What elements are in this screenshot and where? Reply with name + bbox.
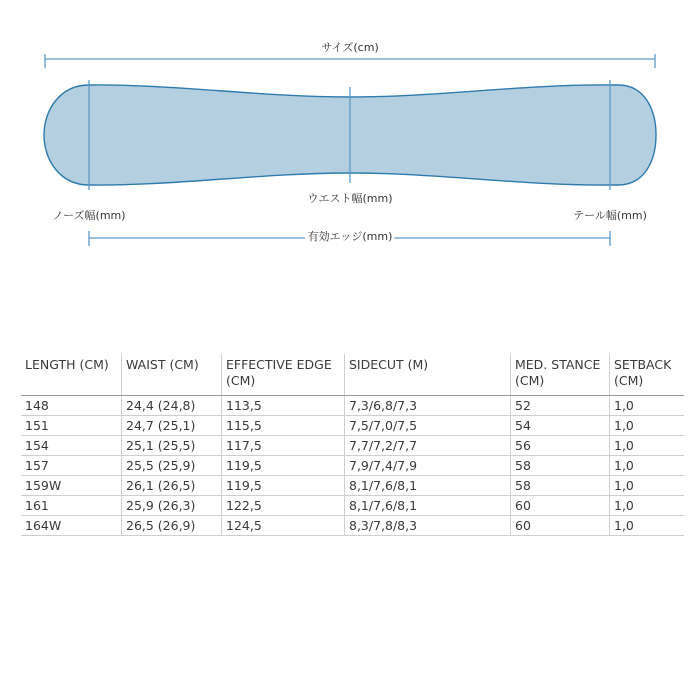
table-row [21,456,684,476]
cell-sidecut: 8,3/7,8/8,3 [345,516,511,536]
snowboard-dimension-diagram [0,0,700,260]
cell-sidecut: 8,1/7,6/8,1 [345,496,511,516]
cell-length: 161 [21,496,122,516]
waist-label: ウエスト幅(mm) [307,192,393,205]
header-setback: SETBACK (CM) [610,354,685,396]
cell-med-stance: 58 [511,456,610,476]
cell-length: 157 [21,456,122,476]
cell-setback: 1,0 [610,476,685,496]
cell-waist: 24,4 (24,8) [122,396,222,416]
cell-med-stance: 54 [511,416,610,436]
table-row [21,416,684,436]
cell-effective-edge: 119,5 [222,456,345,476]
spec-table [21,354,684,536]
cell-waist: 25,1 (25,5) [122,436,222,456]
cell-sidecut: 7,9/7,4/7,9 [345,456,511,476]
cell-setback: 1,0 [610,516,685,536]
cell-sidecut: 8,1/7,6/8,1 [345,476,511,496]
cell-setback: 1,0 [610,456,685,476]
cell-length: 151 [21,416,122,436]
cell-med-stance: 58 [511,476,610,496]
cell-med-stance: 60 [511,496,610,516]
table-row [21,496,684,516]
cell-setback: 1,0 [610,416,685,436]
cell-length: 164W [21,516,122,536]
cell-setback: 1,0 [610,496,685,516]
cell-waist: 25,9 (26,3) [122,496,222,516]
cell-setback: 1,0 [610,396,685,416]
cell-sidecut: 7,5/7,0/7,5 [345,416,511,436]
cell-length: 148 [21,396,122,416]
cell-waist: 26,1 (26,5) [122,476,222,496]
tail-label: テール幅(mm) [573,209,647,222]
cell-effective-edge: 115,5 [222,416,345,436]
table-header-row [21,354,684,396]
cell-effective-edge: 117,5 [222,436,345,456]
cell-effective-edge: 119,5 [222,476,345,496]
cell-effective-edge: 122,5 [222,496,345,516]
cell-length: 154 [21,436,122,456]
size-label: サイズ(cm) [321,41,379,54]
table-row [21,516,684,536]
cell-med-stance: 56 [511,436,610,456]
cell-effective-edge: 124,5 [222,516,345,536]
cell-waist: 25,5 (25,9) [122,456,222,476]
cell-sidecut: 7,3/6,8/7,3 [345,396,511,416]
nose-label: ノーズ幅(mm) [52,209,126,222]
edge-label: 有効エッジ(mm) [307,230,393,243]
header-sidecut: SIDECUT (M) [345,354,511,396]
header-med-stance: MED. STANCE (CM) [511,354,610,396]
cell-med-stance: 52 [511,396,610,416]
table-row [21,476,684,496]
cell-sidecut: 7,7/7,2/7,7 [345,436,511,456]
cell-setback: 1,0 [610,436,685,456]
table-row [21,436,684,456]
size-dimension [45,54,655,68]
header-waist: WAIST (CM) [122,354,222,396]
header-effective-edge: EFFECTIVE EDGE (CM) [222,354,345,396]
header-length: LENGTH (CM) [21,354,122,396]
cell-waist: 26,5 (26,9) [122,516,222,536]
table-row [21,396,684,416]
cell-waist: 24,7 (25,1) [122,416,222,436]
cell-effective-edge: 113,5 [222,396,345,416]
cell-med-stance: 60 [511,516,610,536]
cell-length: 159W [21,476,122,496]
